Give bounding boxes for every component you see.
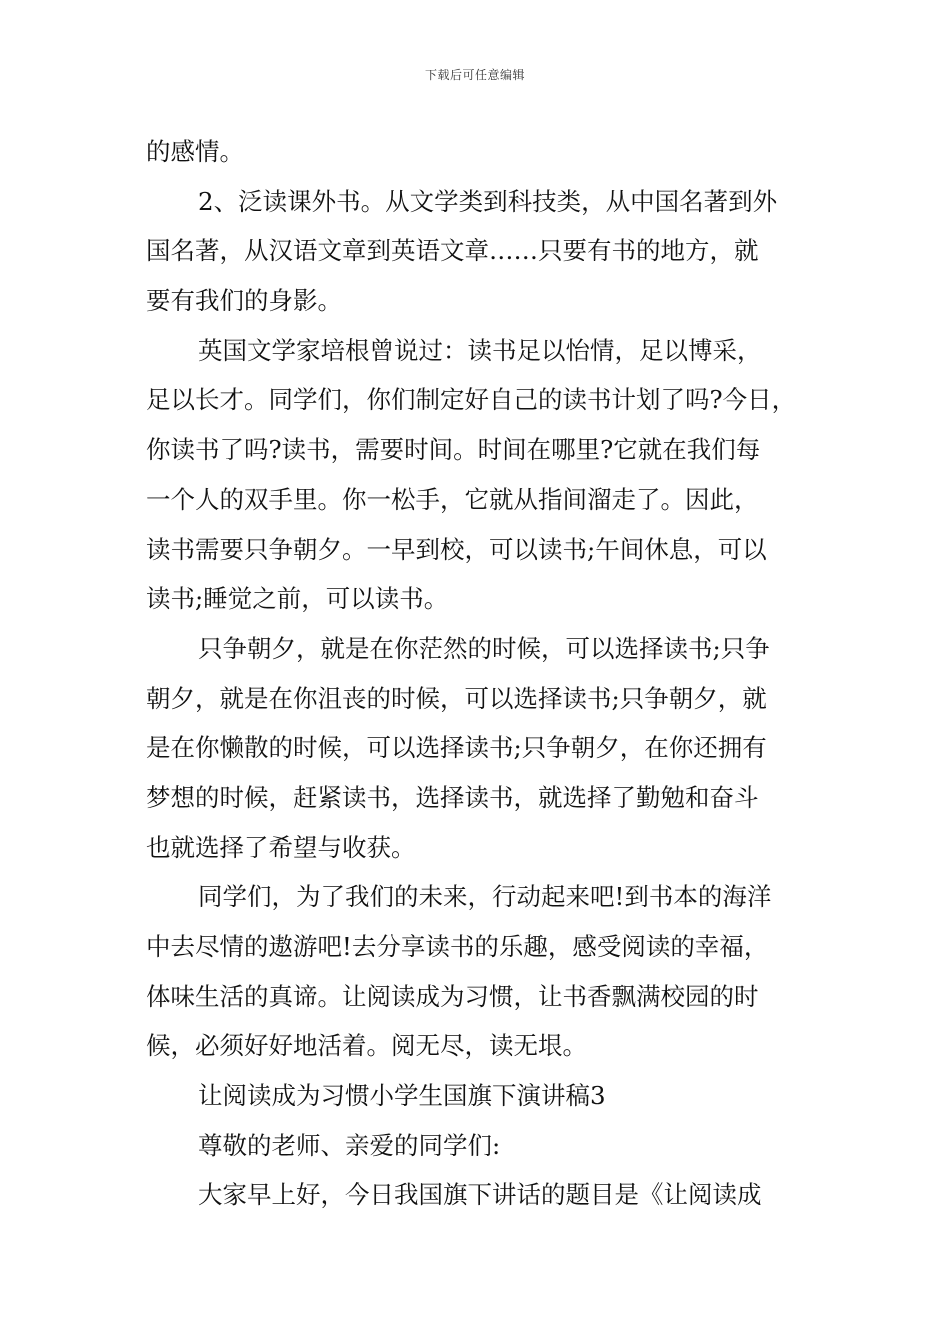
document-body bbox=[146, 127, 810, 1220]
text-line: 读书;睡觉之前，可以读书。 bbox=[146, 584, 449, 614]
page-header: 下载后可任意编辑 bbox=[424, 68, 525, 82]
text-line: 国名著，从汉语文章到英语文章……只要有书的地方，就 bbox=[146, 236, 759, 266]
text-line: 只争朝夕，就是在你茫然的时候，可以选择读书;只争 bbox=[198, 633, 770, 663]
text-line: 你读书了吗?读书，需要时间。时间在哪里?它就在我们每 bbox=[146, 435, 761, 465]
text-line: 的感情。 bbox=[146, 137, 244, 166]
text-line: 让阅读成为习惯小学生国旗下演讲稿3 bbox=[198, 1081, 606, 1111]
text-line: 梦想的时候，赶紧读书，选择读书，就选择了勤勉和奋斗 bbox=[146, 782, 759, 812]
text-line: 足以长才。同学们，你们制定好自己的读书计划了吗?今日， bbox=[146, 385, 797, 415]
text-line: 朝夕，就是在你沮丧的时候，可以选择读书;只争朝夕，就 bbox=[146, 683, 767, 713]
text-line: 尊敬的老师、亲爱的同学们: bbox=[198, 1130, 501, 1160]
text-line: 读书需要只争朝夕。一早到校，可以读书;午间休息，可以 bbox=[146, 534, 767, 564]
text-line: 也就选择了希望与收获。 bbox=[146, 832, 416, 862]
text-line: 大家早上好，今日我国旗下讲话的题目是《让阅读成 bbox=[198, 1180, 762, 1210]
text-line: 体味生活的真谛。让阅读成为习惯，让书香飘满校园的时 bbox=[146, 981, 759, 1011]
text-line: 中去尽情的遨游吧!去分享读书的乐趣，感受阅读的幸福， bbox=[146, 932, 769, 961]
text-line: 候，必须好好地活着。阅无尽，读无垠。 bbox=[146, 1031, 587, 1061]
text-line: 同学们，为了我们的未来，行动起来吧!到书本的海洋 bbox=[198, 882, 772, 912]
text-line: 英国文学家培根曾说过：读书足以怡情，足以博采， bbox=[198, 335, 762, 365]
text-line: 2、泛读课外书。从文学类到科技类，从中国名著到外 bbox=[198, 186, 778, 216]
text-line: 一个人的双手里。你一松手，它就从指间溜走了。因此， bbox=[146, 484, 759, 514]
text-line: 是在你懒散的时候，可以选择读书;只争朝夕，在你还拥有 bbox=[146, 733, 767, 763]
text-line: 要有我们的身影。 bbox=[146, 286, 342, 316]
